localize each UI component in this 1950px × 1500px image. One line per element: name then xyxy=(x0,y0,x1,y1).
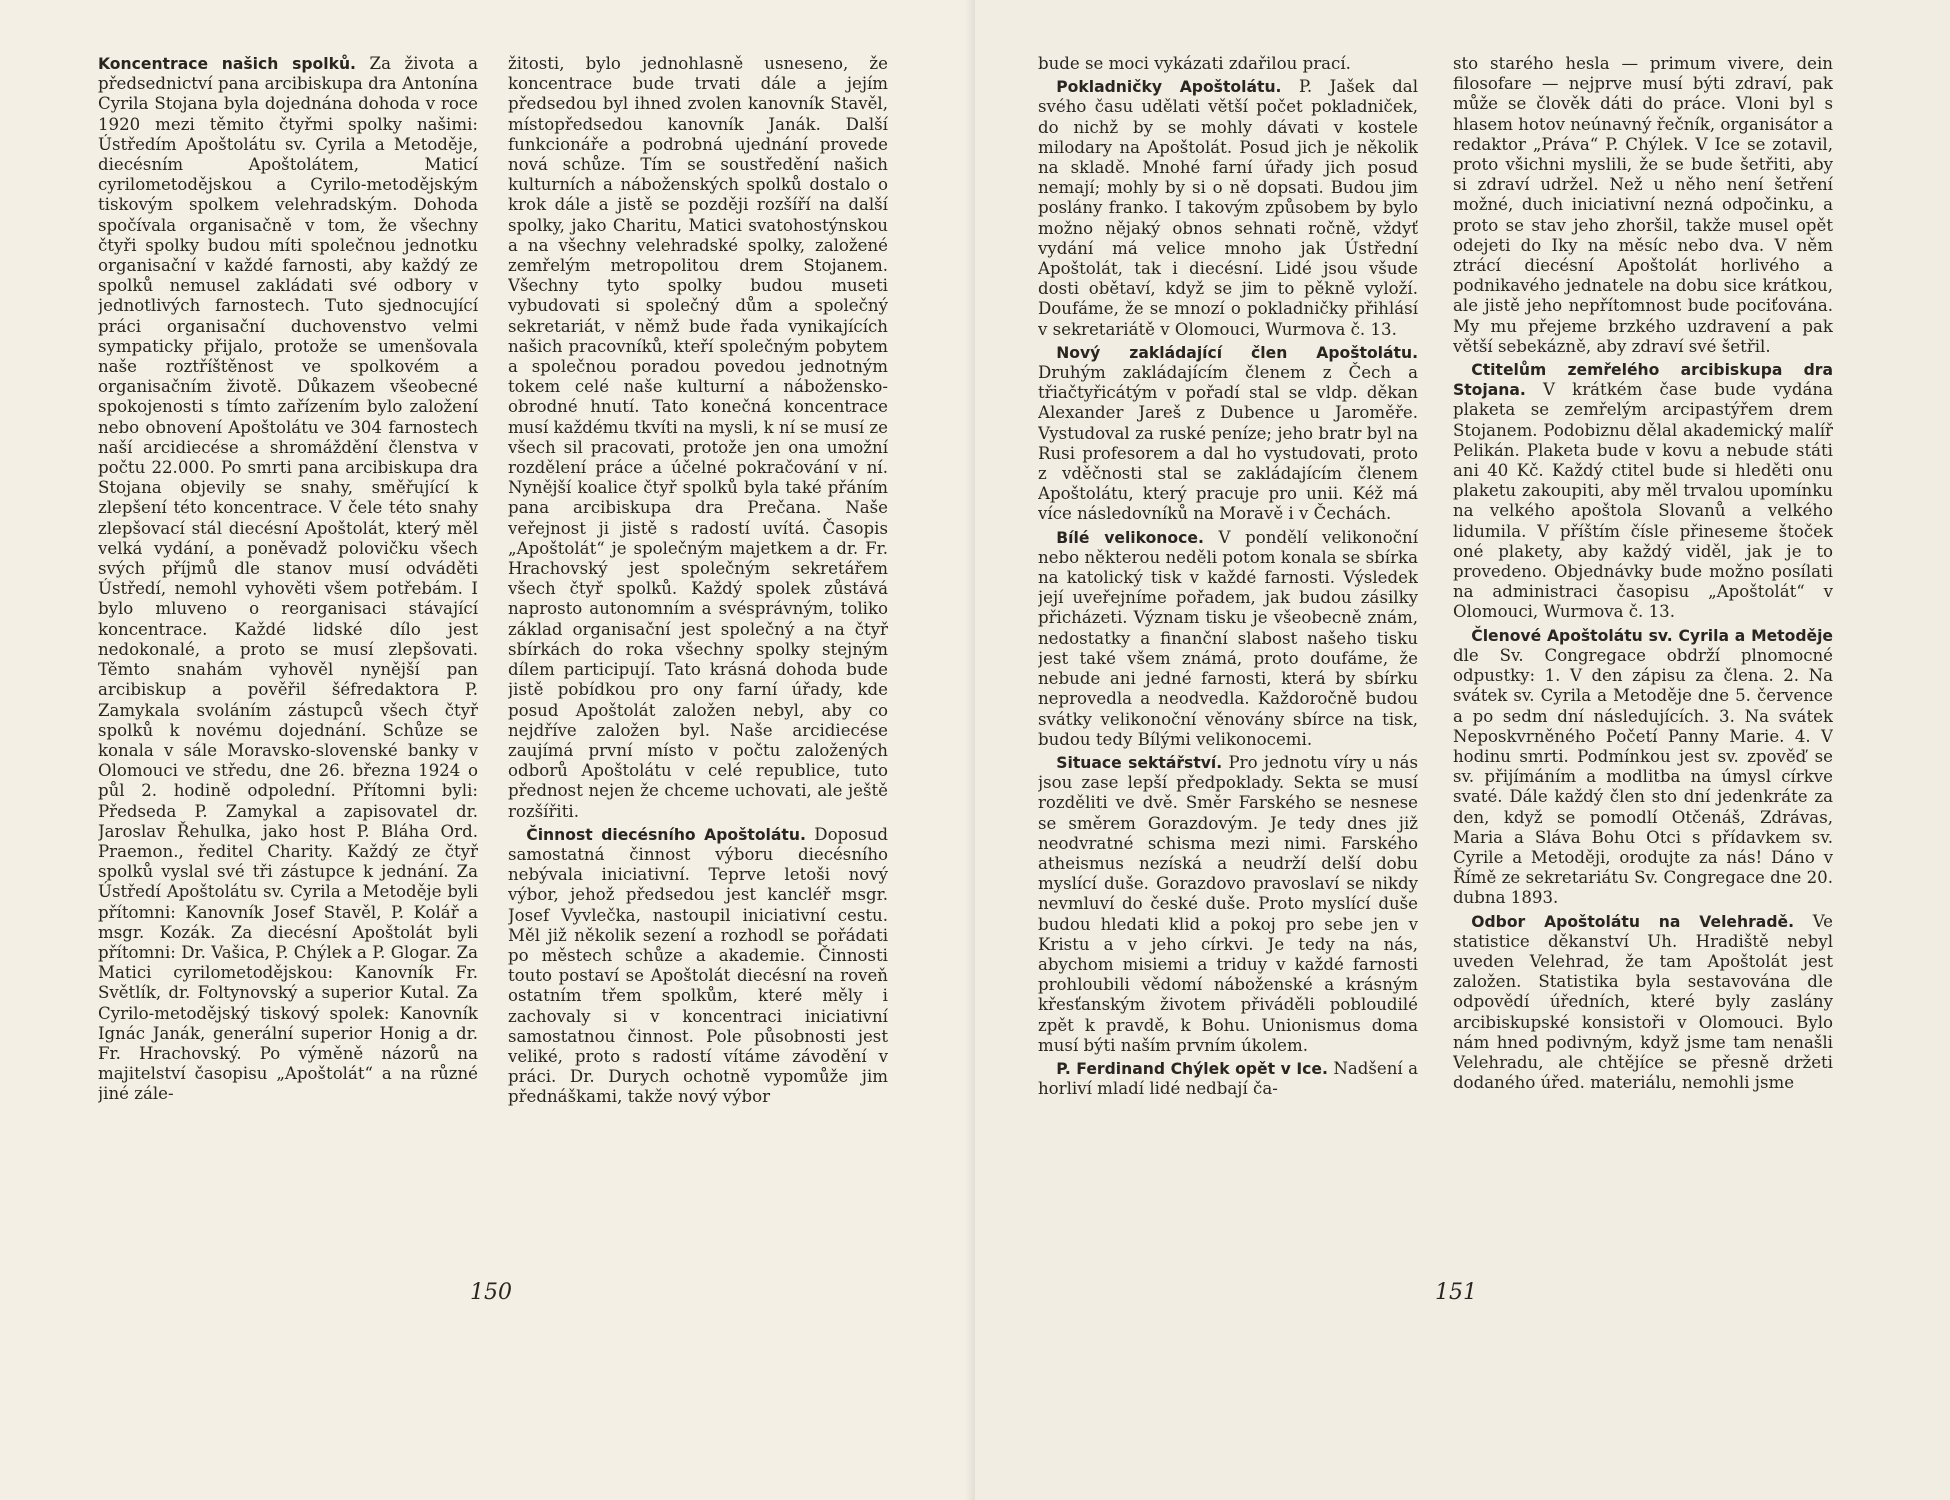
paragraph-text: Doposud samostatná činnost výboru diecésního nebývala iniciativní. Teprve letoši nový výbor, jehož předsedou jest kancléř msgr. Josef Vyvlečka, nastoupil iniciativní cestu. Měl již několik sezení a rozhodl se pořádati po městech schůze a akademie. Činnosti touto postaví se Apoštolát diecésní na roveň ostatním třem spolkům, které měly i zachovaly si v koncentraci iniciativní samostatnou činnost. Pole působnosti jest veliké, proto s radostí vítáme závodění v práci. Dr. Durych ochotně vypomůže jim přednáškami, takže nový výbor xyxy=(508,824,888,1107)
heading-odbor-velehrad: Odbor Apoštolátu na Velehradě. xyxy=(1471,912,1794,931)
heading-bile-velikonoce: Bílé velikonoce. xyxy=(1056,528,1204,547)
paragraph-text: Pro jednotu víry u nás jsou zase lepší předpoklady. Sekta se musí rozděliti ve dvě. Směr Farského se nesnese se směrem Gorazdovým. Je tedy dnes již neodvratné schisma mezi nimi. Farského atheismus nezíská a neudrží delší dobu myslící duše. Gorazdovo pravoslaví se nikdy nevmluví do české duše. Proto myslící duše budou hledati klid a pokoj pro sebe jen v Kristu a v jeho církvi. Je tedy na nás, abychom misiemi a triduy v každé farnosti prohloubili vědomí náboženské a krásným křesťanským životem přiváděli pobloudilé zpět k pravdě, k Bohu. Unionismus doma musí býti naším prvním úkolem. xyxy=(1038,752,1418,1055)
paragraph-novy-clen xyxy=(1038,343,1418,525)
right-page-column-1 xyxy=(1038,54,1418,1264)
paragraph-text: Nadšení a horliví mladí lidé nedbají ča- xyxy=(1038,1058,1418,1099)
heading-situace: Situace sektářství. xyxy=(1056,753,1223,772)
right-page-column-2 xyxy=(1453,54,1833,1264)
heading-pokladnicky: Pokladničky Apoštolátu. xyxy=(1056,78,1282,97)
paragraph-situace xyxy=(1038,753,1418,1056)
paragraph-clenove xyxy=(1453,626,1833,909)
paragraph-text: sto starého hesla — primum vivere, dein filosofare — nejprve musí býti zdraví, pak může se člověk dáti do práce. Vloni byl s hlasem hotov neúnavný řečník, organisátor a redaktor „Práva“ P. Chýlek. V Ice se zotavil, proto všichni myslili, že se bude šetřiti, aby si zdraví udržel. Než u něho není šetření možné, duch iniciativní nezná odpočinku, a proto se stav jeho zhoršil, takže musel opět odejeti do Iky na měsíc nebo dva. V něm ztrácí diecésní Apoštolát horlivého a podnikavého jednatele na dobu sice krátkou, ale jistě jeho nepřítomnost bude pociťována. My mu přejeme brzkého uzdravení a pak větší sebekázně, aby zdraví své šetřil. xyxy=(1453,54,1833,356)
paragraph-text: dle Sv. Congregace obdrží plnomocné odpustky: 1. V den zápisu za člena. 2. Na svátek sv. Cyrila a Metoděje dne 5. července a po sedm dní následujících. 3. Na svátek Neposkvrněného Početí Panny Marie. 4. V hodinu smrti. Podmínkou jest sv. zpověď se sv. přijímáním a modlitba na úmysl církve svaté. Dále každý člen sto dní jedenkráte za den, když se pomodlí Otčenáš, Zdrávas, Maria a Sláva Bohu Otci s přídavkem sv. Cyrile a Metoději, orodujte za nás! Dáno v Římě ze sekretariátu Sv. Congregace dne 20. dubna 1893. xyxy=(1453,645,1833,908)
heading-ctitelum: Ctitelům zemřelého arcibiskupa dra Stojana. xyxy=(1453,361,1833,400)
page-number-right: 151 xyxy=(1435,1280,1477,1305)
heading-chylek: P. Ferdinand Chýlek opět v Ice. xyxy=(1056,1059,1328,1078)
paragraph-bile-velikonoce xyxy=(1038,528,1418,750)
heading-koncentrace: Koncentrace našich spolků. xyxy=(98,55,356,73)
right-page xyxy=(975,0,1950,1500)
paragraph-chylek xyxy=(1038,1059,1418,1099)
paragraph-text: V krátkém čase bude vydána plaketa se zemřelým arcipastýřem drem Stojanem. Podobiznu dělal akademický malíř Pelikán. Plaketa bude v kovu a nebude státi ani 40 Kč. Každý ctitel bude si hleděti onu plaketu zakoupiti, aby měl trvalou upomínku na velkého apoštola Slovanů a velkého lidumila. V příštím čísle přineseme štoček oné plakety, aby každý viděl, jak je to provedeno. Objednávky bude možno posílati na administraci časopisu „Apoštolát“ v Olomouci, Wurmova č. 13. xyxy=(1453,380,1833,622)
left-page-column-1 xyxy=(98,54,478,1264)
heading-clenove: Členové Apoštolátu sv. Cyrila a Metoděje xyxy=(1471,626,1833,645)
paragraph-text: Druhým zakládajícím členem z Čech a třiačtyřicátým v pořadí stal se vldp. děkan Alexander Jareš z Dubence u Jaroměře. Vystudoval za ruské peníze; jeho bratr byl na Rusi profesorem a dal ho vystudovati, proto z vděčnosti stal se zakládajícím členem Apoštolátu, který pracuje pro unii. Kéž má více následovníků na Moravě i v Čechách. xyxy=(1038,363,1418,524)
paragraph-cinnost-continued xyxy=(1038,54,1418,74)
paragraph-cinnost xyxy=(508,825,888,1108)
paragraph-odbor-velehrad xyxy=(1453,912,1833,1094)
paragraph-pokladnicky xyxy=(1038,77,1418,340)
paragraph-text: žitosti, bylo jednohlasně usneseno, že koncentrace bude trvati dále a jejím předsedou byl ihned zvolen kanovník Stavěl, místopředsedou kanovník Janák. Další funkcionáře a podrobná ujednání provede nová schůze. Tím se soustředění našich kulturních a náboženských spolků dostalo o krok dále a jistě se později rozšíří na další spolky, jako Charitu, Matici svatohostýnskou a na všechny velehradské spolky, založené zemřelým metropolitou drem Stojanem. Všechny tyto spolky budou museti vybudovati si společný dům a společný sekretariát, v němž bude řada vynikajících našich pracovníků, kteří společným pobytem a společnou poradou povedou jednotným tokem celé naše kulturní a nábožensko-obrodné hnutí. Tato konečná koncentrace musí každému tkvíti na mysli, k ní se musí ze všech sil pracovati, protože jen ona umožní rozdělení práce a účelné pokračování v ní. Nynější koalice čtyř spolků byla také přáním pana arcibiskupa dra Prečana. Naše veřejnost ji jistě s radostí uvítá. Časopis „Apoštolát“ je společným majetkem a dr. Fr. Hrachovský jest společným sekretářem všech čtyř spolků. Každý spolek zůstává naprosto autonomním a svésprávným, toliko základ organisační jest společný a na čtyř sbírkách do roka všechny spolky stejným dílem participují. Tato krásná dohoda bude jistě pobídkou pro ony farní úřady, kde posud Apoštolát založen nebyl, aby co nejdříve založen byl. Naše arcidiecése zaujímá první místo v počtu založených odborů Apoštolátu v celé republice, tuto přednost nejen že chceme uchovati, ale ještě rozšířiti. xyxy=(508,54,888,821)
heading-cinnost: Činnost diecésního Apoštolátu. xyxy=(526,825,806,844)
heading-novy-clen: Nový zakládající člen Apoštolátu. xyxy=(1056,343,1418,362)
paragraph-text: bude se moci vykázati zdařilou prací. xyxy=(1038,54,1351,73)
paragraph-ctitelum xyxy=(1453,360,1833,623)
paragraph-text: P. Jašek dal svého času udělati větší počet pokladniček, do nichž by se mohly dávati v kostele milodary na Apoštolát. Posud jich je několik na skladě. Mnohé farní úřady jich posud nemají; mohly by si o ně dopsati. Budou jim poslány franko. I takovým způsobem by bylo možno nějaký obnos sehnati ročně, vždyť vydání má velice mnoho jak Ústřední Apoštolát, tak i diecésní. Lidé jsou všude dosti obětaví, když se jim to pěkně vyloží. Doufáme, že se mnozí o pokladničky přihlásí v sekretariátě v Olomouci, Wurmova č. 13. xyxy=(1038,77,1418,339)
paragraph-koncentrace xyxy=(98,54,478,1105)
left-page-column-2 xyxy=(508,54,888,1264)
paragraph-chylek-continued xyxy=(1453,54,1833,357)
paragraph-text: Za života a předsednictví pana arcibiskupa dra Antonína Cyrila Stojana byla dojednána dohoda v roce 1920 mezi těmito čtyřmi spolky našimi: Ústředím Apoštolátu sv. Cyrila a Metoděje, diecésním Apoštolátem, Maticí cyrilometodějskou a Cyrilo-metodějským tiskovým spolkem velehradským. Dohoda spočívala organisačně v tom, že všechny čtyři spolky budou míti společnou jednotku organisační v každé farnosti, aby každý ze spolků nemusel zakládati své odbory v jednotlivých farnostech. Tuto sjednocující práci organisační duchovenstvo velmi sympaticky přijalo, protože se umenšovala naše roztříštěnost ve spolkovém a organisačním životě. Důkazem všeobecné spokojenosti s tímto zařízením bylo založení nebo obnovení Apoštolátu ve 304 farnostech naší arcidiecése a shromáždění členstva v počtu 22.000. Po smrti pana arcibiskupa dra Stojana objevily se snahy, směřující k zlepšení této koncentrace. V čele této snahy zlepšovací stál diecésní Apoštolát, který měl velká vydání, a poněvadž polovičku všech svých příjmů dle stanov musí odváděti Ústředí, nemohl vyhověti všem potřebám. I bylo mluveno o reorganisaci stávající koncentrace. Každé lidské dílo jest nedokonalé, a proto se musí zlepšovati. Těmto snahám vyhověl nynější pan arcibiskup a pověřil šéfredaktora P. Zamykala svoláním zástupců všech čtyř spolků k novému dojednání. Schůze se konala v sále Moravsko-slovenské banky v Olomouci ve středu, dne 26. března 1924 o půl 2. hodině odpolední. Přítomni byli: Předseda P. Zamykal a zapisovatel dr. Jaroslav Řehulka, jako host P. Bláha Ord. Praemon., ředitel Charity. Každý ze čtyř spolků vyslal své tři zástupce k jednání. Za Ústředí Apoštolátu sv. Cyrila a Metoděje byli přítomni: Kanovník Josef Stavěl, P. Kolář a msgr. Kozák. Za diecésní Apoštolát byli přítomni: Dr. Vašica, P. Chýlek a P. Glogar. Za Matici cyrilometodějskou: Kanovník Fr. Světlík, dr. Foltynovský a superior Kutal. Za Cyrilo-metodějský tiskový spolek: Kanovník Ignác Janák, generální superior Honig a dr. Fr. Hrachovský. Po výměně názorů na majitelství časopisu „Apoštolát“ a na různé jiné zále- xyxy=(98,54,478,1104)
page-number-left: 150 xyxy=(470,1280,512,1305)
paragraph-text: Ve statistice děkanství Uh. Hradiště nebyl uveden Velehrad, že tam Apoštolát jest založen. Statistika byla sestavována dle odpovědí úředních, které byly zaslány arcibiskupské konsistoři v Olomouci. Bylo nám hned podivným, když jsme tam nenašli Velehradu, ale chtějíce se přesně držeti dodaného úřed. materiálu, nemohli jsme xyxy=(1453,911,1833,1093)
paragraph-text: V pondělí velikonoční nebo některou neděli potom konala se sbírka na katolický tisk v každé farnosti. Výsledek její uveřejníme pořadem, jak budou zásilky přicházeti. Význam tisku je všeobecně znám, nedostatky a finanční slabost našeho tisku jest také všem známá, proto doufáme, že nebude ani jedné farnosti, která by sbírku neprovedla a neodvedla. Každoročně budou svátky velikonoční věnovány sbírce na tisk, budou tedy Bílými velikonocemi. xyxy=(1038,527,1418,749)
paragraph-koncentrace-continued xyxy=(508,54,888,822)
